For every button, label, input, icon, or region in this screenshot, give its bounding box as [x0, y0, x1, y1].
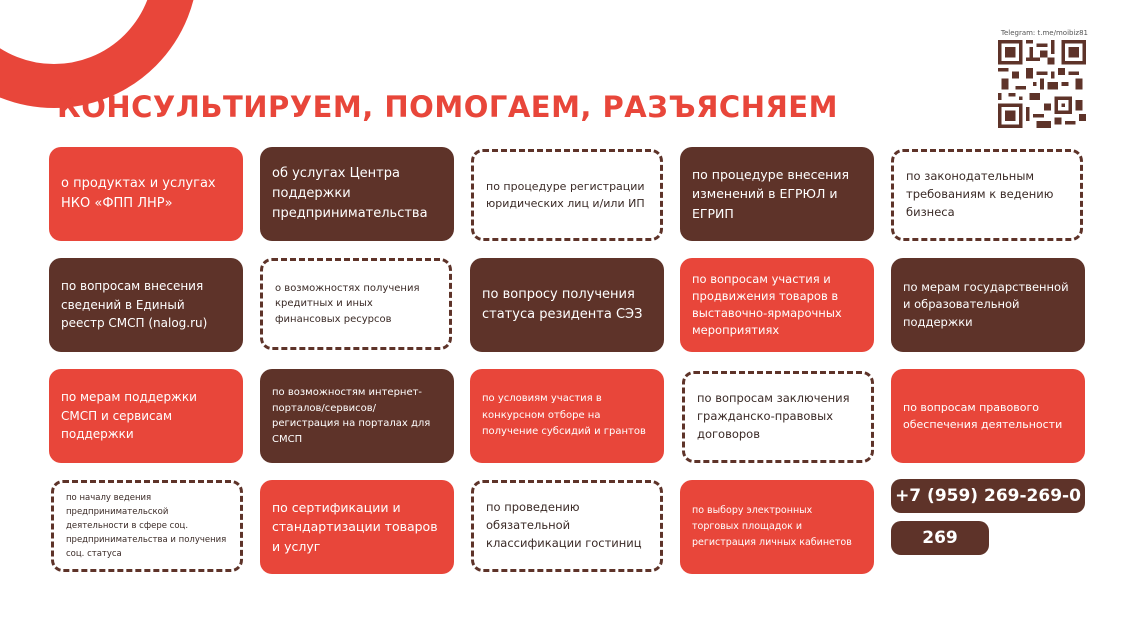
- card-legal-support[interactable]: по вопросам правового обеспечения деятельности: [891, 369, 1085, 463]
- card-financial-resources[interactable]: о возможностях получения кредитных и иных финансовых ресурсов: [260, 258, 452, 350]
- card-egrul-changes[interactable]: по процедуре внесения изменений в ЕГРЮЛ и ЕГРИП: [680, 147, 874, 241]
- card-trading-platforms[interactable]: по выбору электронных торговых площадок и регистрация личных кабинетов: [680, 480, 874, 574]
- card-exhibitions[interactable]: по вопросам участия и продвижения товаров в выставочно-ярмарочных мероприятиях: [680, 258, 874, 352]
- page-title: КОНСУЛЬТИРУЕМ, ПОМОГАЕМ, РАЗЪЯСНЯЕМ: [57, 90, 838, 124]
- card-social-entrepreneurship[interactable]: по началу ведения предпринимательской деятельности в сфере соц. предпринимательства и получения соц. статуса: [51, 480, 243, 572]
- qr-code-icon[interactable]: [998, 40, 1086, 128]
- card-civil-contracts[interactable]: по вопросам заключения гражданско-правовых договоров: [682, 371, 874, 463]
- card-grants-competition[interactable]: по условиям участия в конкурсном отборе на получение субсидий и грантов: [470, 369, 664, 463]
- card-certification[interactable]: по сертификации и стандартизации товаров и услуг: [260, 480, 454, 574]
- card-fpp-products[interactable]: о продуктах и услугах НКО «ФПП ЛНР»: [49, 147, 243, 241]
- card-smsp-support-services[interactable]: по мерам поддержки СМСП и сервисам поддержки: [49, 369, 243, 463]
- card-hotel-classification[interactable]: по проведению обязательной классификации гостиниц: [471, 480, 663, 572]
- telegram-label[interactable]: Telegram: t.me/moibiz81: [1000, 29, 1088, 37]
- phone-number[interactable]: +7 (959) 269-269-0: [891, 479, 1085, 513]
- short-number[interactable]: 269: [891, 521, 989, 555]
- card-support-center-services[interactable]: об услугах Центра поддержки предпринимательства: [260, 147, 454, 241]
- card-state-support[interactable]: по мерам государственной и образовательной поддержки: [891, 258, 1085, 352]
- card-internet-portals[interactable]: по возможностям интернет-порталов/сервисов/регистрация на порталах для СМСП: [260, 369, 454, 463]
- card-registration-procedure[interactable]: по процедуре регистрации юридических лиц и/или ИП: [471, 149, 663, 241]
- card-sez-resident[interactable]: по вопросу получения статуса резидента СЭЗ: [470, 258, 664, 352]
- card-smsp-registry[interactable]: по вопросам внесения сведений в Единый реестр СМСП (nalog.ru): [49, 258, 243, 352]
- card-legal-requirements[interactable]: по законодательным требованиям к ведению бизнеса: [891, 149, 1083, 241]
